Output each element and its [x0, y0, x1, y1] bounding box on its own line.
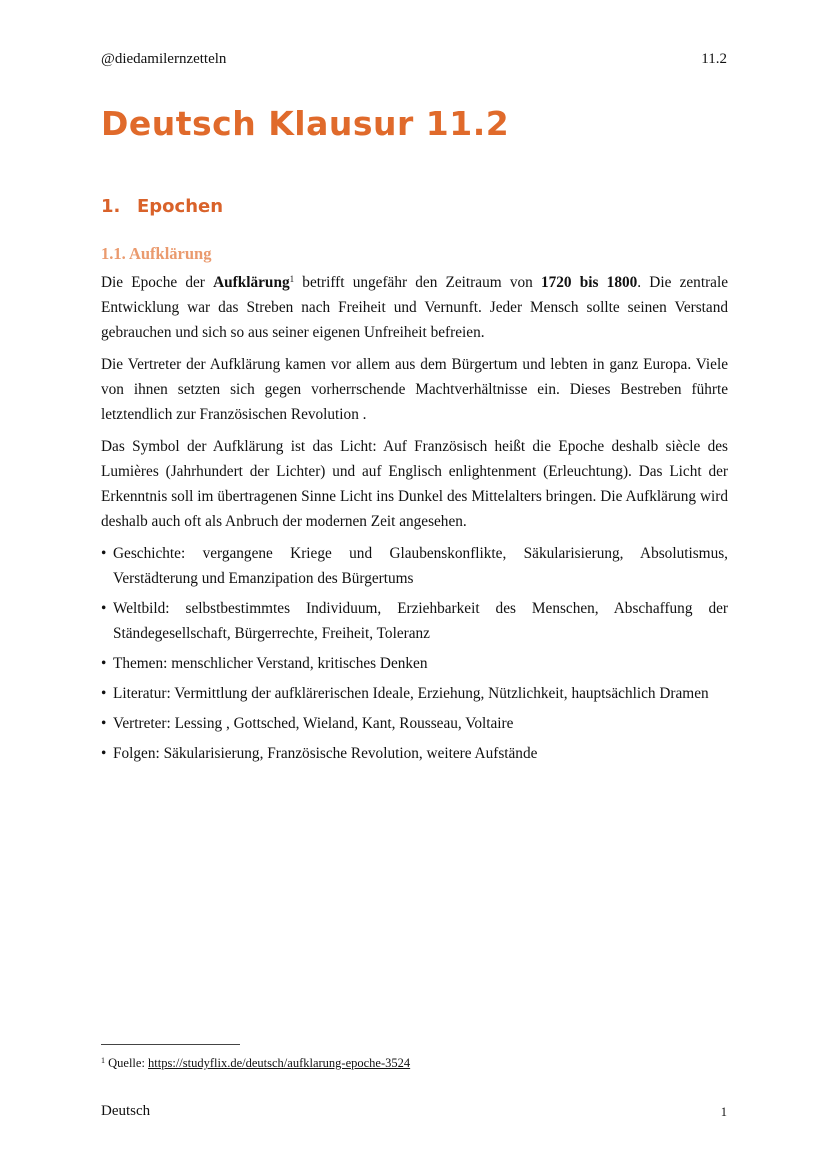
paragraph-intro-text-c: betrifft ungefähr den Zeitraum von [294, 274, 541, 291]
list-item: • Vertreter: Lessing , Gottsched, Wieland, Kant, Rousseau, Voltaire [101, 711, 728, 736]
footnote-label: Quelle: [105, 1056, 149, 1070]
header-handle: @diedamilernzetteln [101, 51, 227, 67]
list-item: • Themen: menschlicher Verstand, kritisches Denken [101, 651, 728, 676]
paragraph-representatives: Die Vertreter der Aufklärung kamen vor allem aus dem Bürgertum und lebten in ganz Europa. Viele von ihnen setzten sich gegen vorherrschende Machtverhältnisse ein. Dieses Bestreben führte letztendlich zur Französischen Revolution . [101, 356, 728, 423]
list-item: • Folgen: Säkularisierung, Französische Revolution, weitere Aufstände [101, 741, 728, 766]
body-text [101, 270, 728, 771]
section-number: 1. [101, 196, 121, 217]
paragraph-intro [101, 270, 728, 345]
period-range: 1720 bis 1800 [540, 274, 638, 291]
term-aufklaerung: Aufklärung [213, 274, 290, 291]
paragraph-symbol: Das Symbol der Aufklärung ist das Licht: Auf Französisch heißt die Epoche deshalb siècle des Lumières (Jahrhundert der Lichter) und auf Englisch enlightenment (Erleuchtung). Das Licht der Erkenntnis soll im übertragenen Sinne Licht ins Dunkel des Mittelalters bringen. Die Aufklärung wird deshalb auch oft als Anbruch der modernen Zeit angesehen. [101, 438, 728, 530]
header-page-label: 11.2 [701, 51, 727, 67]
source-link[interactable]: https://studyflix.de/deutsch/aufklarung-epoche-3524 [148, 1056, 411, 1070]
paragraph-intro-text-e: . Die zentrale Entwicklung war das Streben nach Freiheit und Vernunft. Jeder Mensch sollte seinen Verstand gebrauchen und sich so aus seiner eigenen Unfreiheit befreien. [101, 274, 728, 341]
list-item: • Weltbild: selbstbestimmtes Individuum, Erziehbarkeit des Menschen, Abschaffung der Ständegesellschaft, Bürgerrechte, Freiheit, Toleranz [101, 596, 728, 646]
section-title: Epochen [137, 196, 224, 217]
footnote-mark: 1 [101, 1056, 105, 1065]
footnote-divider [101, 1044, 240, 1045]
list-item: • Geschichte: vergangene Kriege und Glaubenskonflikte, Säkularisierung, Absolutismus, Verstädterung und Emanzipation des Bürgertums [101, 541, 728, 591]
feature-list [101, 541, 728, 766]
section-heading [101, 196, 223, 217]
page-number: 1 [720, 1105, 727, 1119]
document-title: Deutsch Klausur 11.2 [101, 104, 510, 143]
paragraph-intro-text-a: Die Epoche der [101, 274, 214, 291]
list-item: • Literatur: Vermittlung der aufklärerischen Ideale, Erziehung, Nützlichkeit, hauptsächlich Dramen [101, 681, 728, 706]
footnote-reference[interactable]: 1 [289, 274, 295, 284]
subsection-heading: 1.1. Aufklärung [101, 244, 212, 263]
footer-subject: Deutsch [101, 1103, 151, 1119]
footnote [101, 1056, 410, 1071]
